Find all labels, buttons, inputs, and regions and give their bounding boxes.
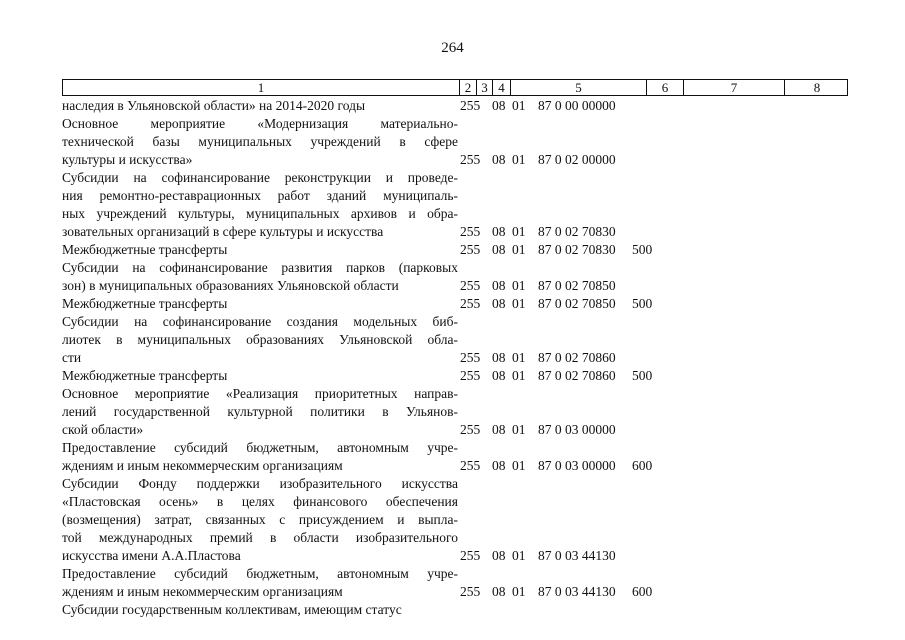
cell-c4: 01 xyxy=(512,296,526,311)
row-text-line: Субсидии на софинансирование реконструкции и проведе- xyxy=(62,170,458,185)
cell-c5: 87 0 00 00000 xyxy=(538,98,616,113)
cell-c6: 500 xyxy=(632,296,653,311)
cell-c3: 08 xyxy=(492,98,506,113)
cell-c3: 08 xyxy=(492,224,506,239)
cell-c5: 87 0 03 44130 xyxy=(538,548,616,563)
cell-c3: 08 xyxy=(492,458,506,473)
row-text-line: Предоставление субсидий бюджетным, автономным учре- xyxy=(62,566,458,581)
row-text-line: сти xyxy=(62,350,82,365)
row-text-line: ждениям и иным некоммерческим организациям xyxy=(62,458,343,473)
row-text-line: Субсидии на софинансирование развития парков (парковых xyxy=(62,260,458,275)
row-text-line: Межбюджетные трансферты xyxy=(62,296,228,311)
cell-c5: 87 0 02 70850 xyxy=(538,296,616,311)
cell-c3: 08 xyxy=(492,350,506,365)
cell-c3: 08 xyxy=(492,152,506,167)
cell-c5: 87 0 02 70850 xyxy=(538,278,616,293)
cell-c5: 87 0 02 70860 xyxy=(538,350,616,365)
cell-c2: 255 xyxy=(460,368,481,383)
cell-c5: 87 0 03 44130 xyxy=(538,584,616,599)
cell-c4: 01 xyxy=(512,98,526,113)
cell-c2: 255 xyxy=(460,548,481,563)
row-text-line: наследия в Ульяновской области» на 2014-2020 годы xyxy=(62,98,366,113)
cell-c4: 01 xyxy=(512,224,526,239)
row-text-line: (возмещения) затрат, связанных с присуждением и выпла- xyxy=(62,512,458,527)
row-text-line: Основное мероприятие «Реализация приоритетных направ- xyxy=(62,386,458,401)
header-col-5: 5 xyxy=(510,80,646,95)
cell-c5: 87 0 03 00000 xyxy=(538,458,616,473)
cell-c6: 500 xyxy=(632,368,653,383)
cell-c6: 600 xyxy=(632,584,653,599)
cell-c4: 01 xyxy=(512,278,526,293)
cell-c2: 255 xyxy=(460,242,481,257)
cell-c2: 255 xyxy=(460,584,481,599)
cell-c3: 08 xyxy=(492,368,506,383)
cell-c4: 01 xyxy=(512,422,526,437)
page-number: 264 xyxy=(441,40,464,56)
row-text-line: ных учреждений культуры, муниципальных архивов и обра- xyxy=(62,206,458,221)
row-text-line: культуры и искусства» xyxy=(62,152,193,167)
cell-c3: 08 xyxy=(492,242,506,257)
row-text-line: Предоставление субсидий бюджетным, автономным учре- xyxy=(62,440,458,455)
row-text-line: «Пластовская осень» в целях финансового обеспечения xyxy=(62,494,458,509)
cell-c2: 255 xyxy=(460,458,481,473)
row-text-line: технической базы муниципальных учреждений в сфере xyxy=(62,134,458,149)
row-text-line: Субсидии Фонду поддержки изобразительного искусства xyxy=(62,476,458,491)
row-text-line: лений государственной культурной политики в Ульянов- xyxy=(62,404,458,419)
row-text-line: Межбюджетные трансферты xyxy=(62,242,228,257)
cell-c2: 255 xyxy=(460,278,481,293)
cell-c4: 01 xyxy=(512,350,526,365)
table-header xyxy=(62,79,848,96)
cell-c2: 255 xyxy=(460,422,481,437)
header-col-8: 8 xyxy=(784,80,849,95)
cell-c2: 255 xyxy=(460,152,481,167)
cell-c3: 08 xyxy=(492,422,506,437)
cell-c5: 87 0 02 70830 xyxy=(538,242,616,257)
cell-c3: 08 xyxy=(492,278,506,293)
header-col-4: 4 xyxy=(492,80,510,95)
header-col-3: 3 xyxy=(476,80,492,95)
cell-c5: 87 0 02 70860 xyxy=(538,368,616,383)
cell-c2: 255 xyxy=(460,350,481,365)
row-text-line: ждениям и иным некоммерческим организациям xyxy=(62,584,343,599)
cell-c5: 87 0 02 70830 xyxy=(538,224,616,239)
row-text-line: зон) в муниципальных образованиях Ульяновской области xyxy=(62,278,399,293)
row-text-line: искусства имени А.А.Пластова xyxy=(62,548,241,563)
cell-c5: 87 0 03 00000 xyxy=(538,422,616,437)
row-text-line: ской области» xyxy=(62,422,144,437)
row-text-line: Межбюджетные трансферты xyxy=(62,368,228,383)
row-text-line: ния ремонтно-реставрационных работ зданий муниципаль- xyxy=(62,188,458,203)
cell-c4: 01 xyxy=(512,548,526,563)
row-text-line: Субсидии на софинансирование создания модельных биб- xyxy=(62,314,458,329)
row-text-line: Субсидии государственным коллективам, имеющим статус xyxy=(62,602,402,617)
row-text-line: той международных премий в области изобразительного xyxy=(62,530,458,545)
cell-c5: 87 0 02 00000 xyxy=(538,152,616,167)
cell-c4: 01 xyxy=(512,242,526,257)
cell-c3: 08 xyxy=(492,584,506,599)
cell-c4: 01 xyxy=(512,368,526,383)
cell-c2: 255 xyxy=(460,224,481,239)
cell-c3: 08 xyxy=(492,296,506,311)
cell-c4: 01 xyxy=(512,458,526,473)
cell-c2: 255 xyxy=(460,296,481,311)
row-text-line: зовательных организаций в сфере культуры и искусства xyxy=(62,224,384,239)
cell-c3: 08 xyxy=(492,548,506,563)
cell-c4: 01 xyxy=(512,152,526,167)
header-col-7: 7 xyxy=(683,80,784,95)
row-text-line: Основное мероприятие «Модернизация материально- xyxy=(62,116,458,131)
header-col-6: 6 xyxy=(646,80,683,95)
header-col-1: 1 xyxy=(257,80,265,95)
cell-c4: 01 xyxy=(512,584,526,599)
cell-c6: 600 xyxy=(632,458,653,473)
header-col-2: 2 xyxy=(459,80,476,95)
row-text-line: лиотек в муниципальных образованиях Ульяновской обла- xyxy=(62,332,458,347)
cell-c6: 500 xyxy=(632,242,653,257)
cell-c2: 255 xyxy=(460,98,481,113)
